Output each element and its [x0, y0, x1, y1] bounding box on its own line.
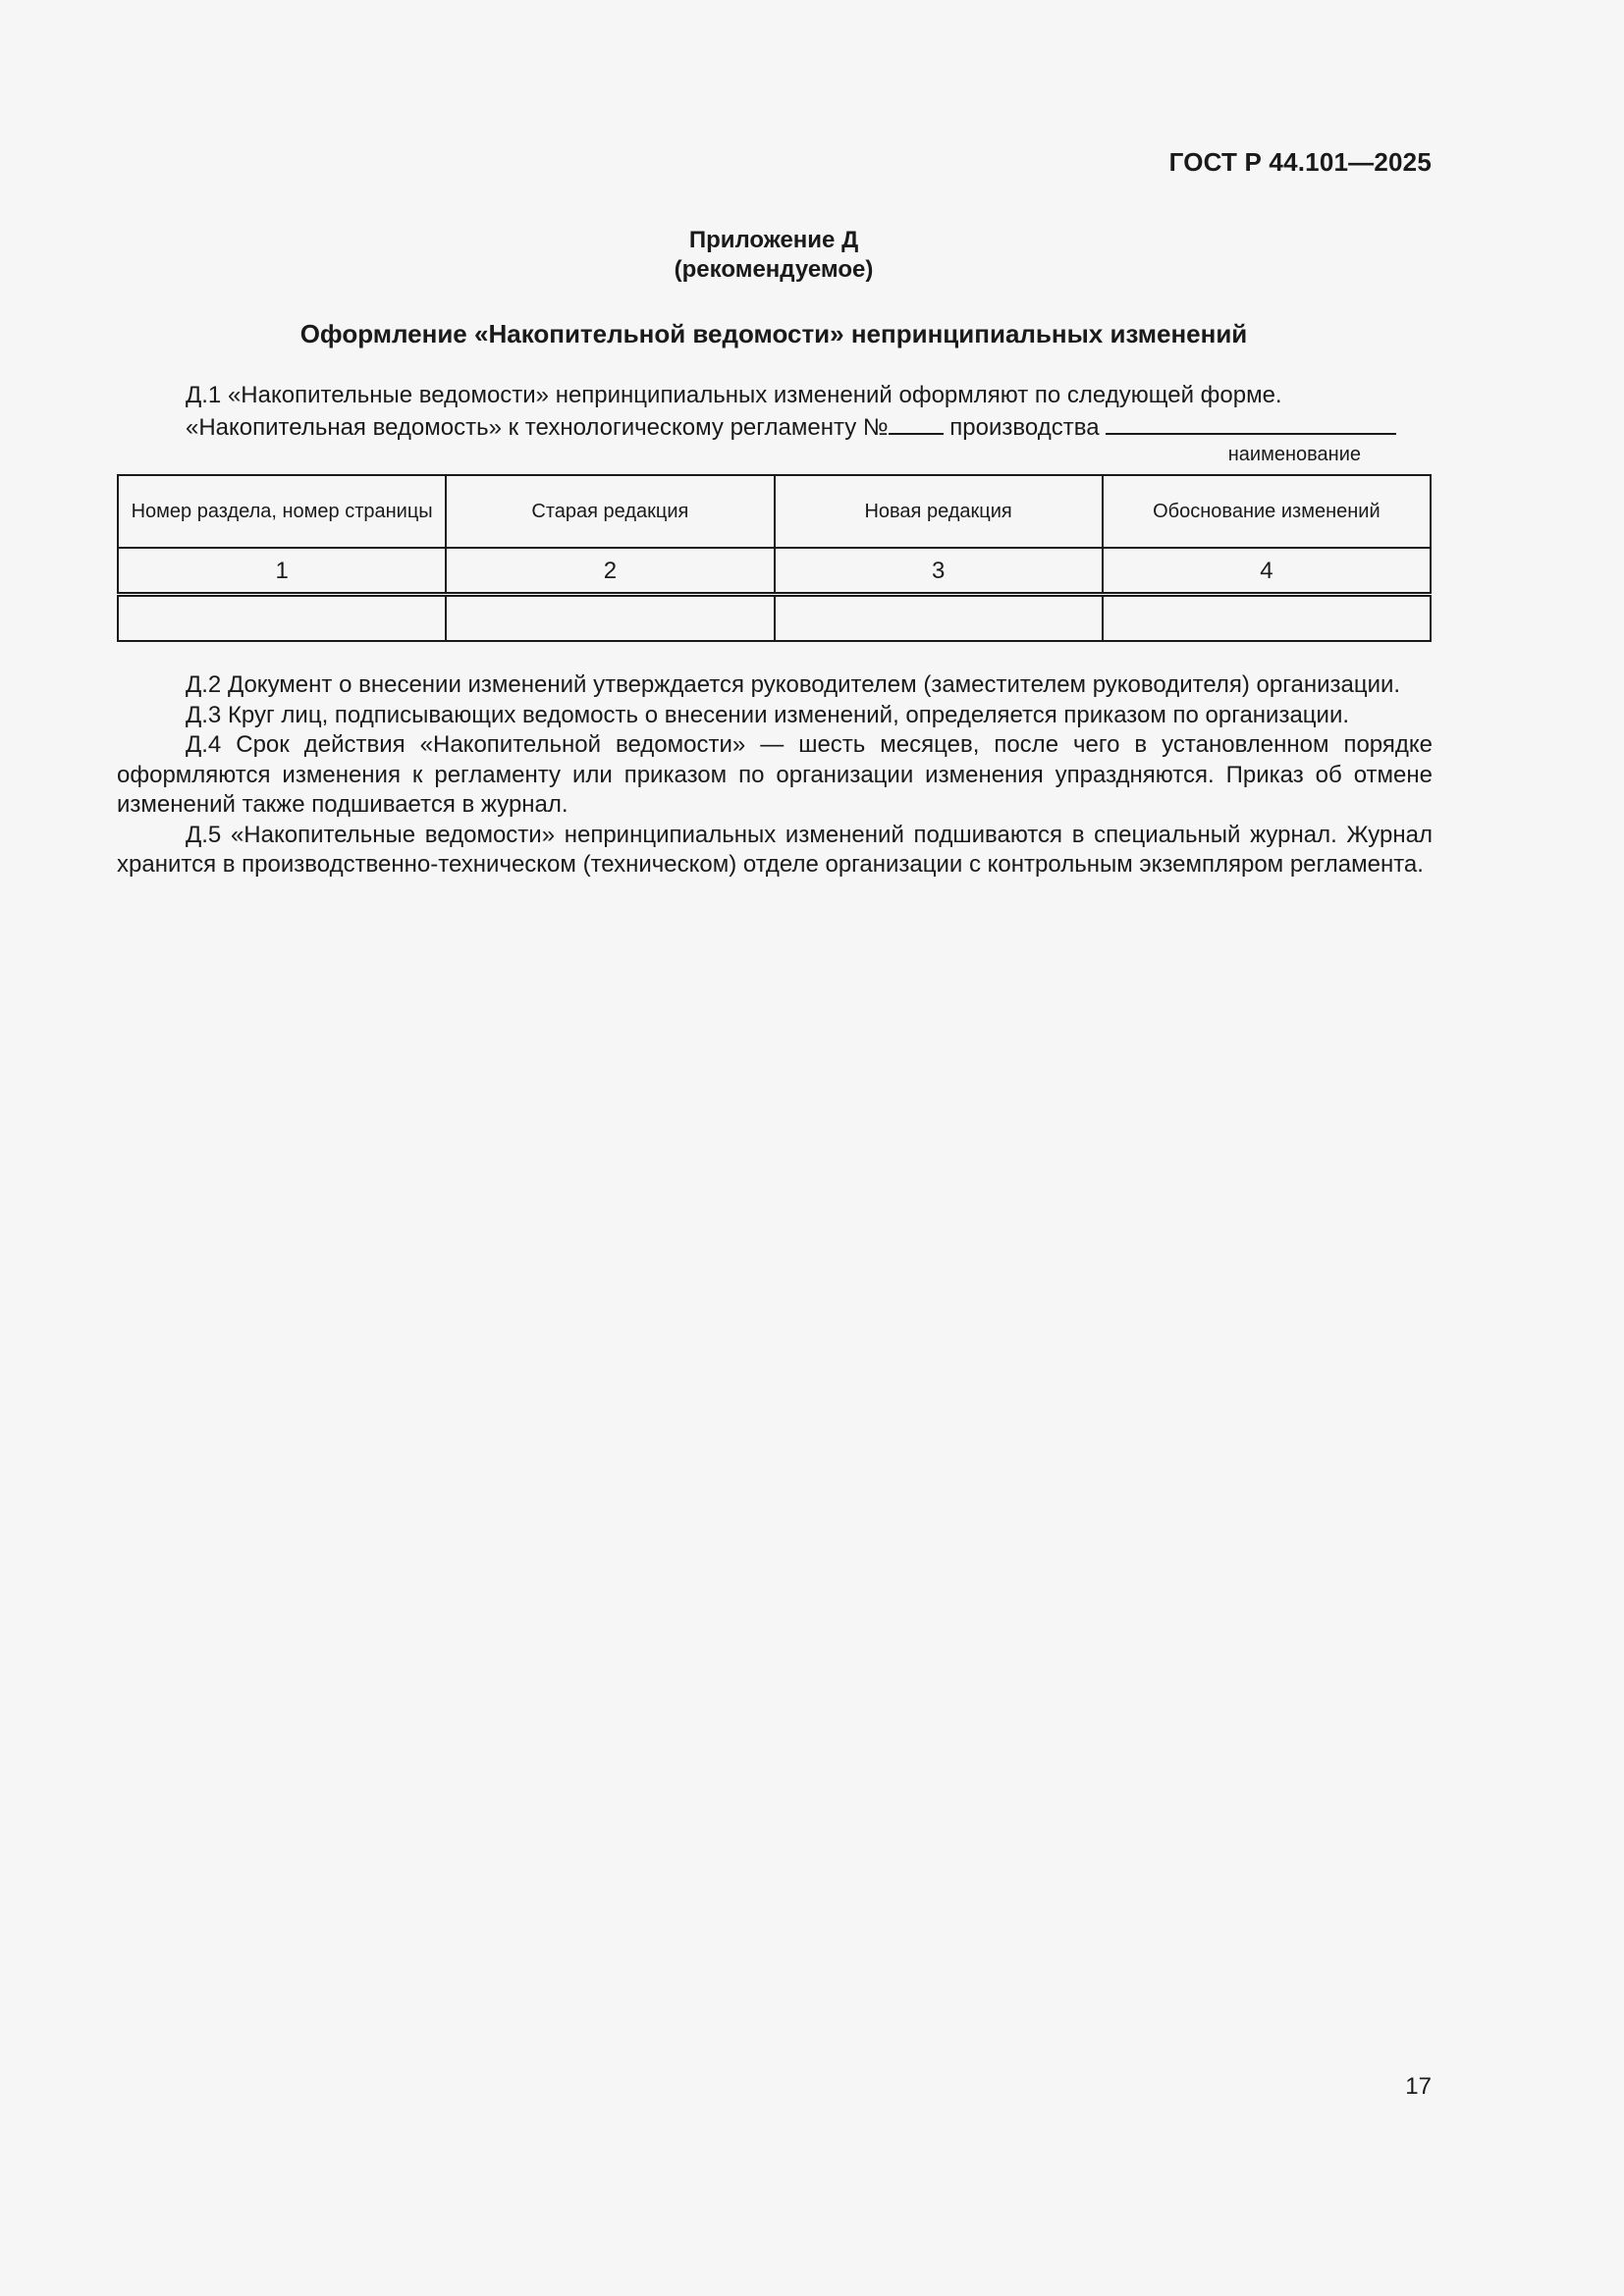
form-line-prefix: «Накопительная ведомость» к технологическому регламенту №	[186, 413, 889, 441]
appendix-heading	[0, 226, 1547, 285]
section-title: Оформление «Накопительной ведомости» непринципиальных изменений	[299, 319, 1248, 348]
form-line	[117, 411, 1433, 444]
table-header-cell: Номер раздела, номер страницы	[118, 475, 446, 548]
paragraph-d2: Д.2 Документ о внесении изменений утверждается руководителем (заместителем руководителя) организации.	[186, 671, 1401, 698]
blank-cell	[446, 595, 774, 642]
column-number-cell: 2	[446, 548, 774, 595]
blank-cell	[118, 595, 446, 642]
blank-caption: наименование	[1227, 444, 1361, 465]
form-table	[117, 474, 1432, 642]
column-number-cell: 1	[118, 548, 446, 595]
table-header-cell: Обоснование изменений	[1103, 475, 1431, 548]
table-header-cell: Старая редакция	[446, 475, 774, 548]
regulation-number-blank	[889, 411, 944, 435]
blank-cell	[775, 595, 1103, 642]
column-number-cell: 3	[775, 548, 1103, 595]
paragraph-d4: Д.4 Срок действия «Накопительной ведомости» — шесть месяцев, после чего в установленном порядке оформляются изменения к регламенту или приказом по организации изменения упраздняются. Приказ об отмене изменений также подшивается в журнал.	[117, 731, 1433, 818]
blank-cell	[1103, 595, 1431, 642]
table-header-row	[118, 475, 1431, 548]
appendix-title: Приложение Д	[688, 227, 859, 253]
production-name-blank	[1106, 411, 1396, 435]
column-number-cell: 4	[1103, 548, 1431, 595]
table-blank-row	[118, 595, 1431, 642]
body-text	[117, 670, 1433, 881]
document-code: ГОСТ Р 44.101—2025	[1168, 147, 1432, 177]
page-number: 17	[1405, 2073, 1432, 2100]
table-header-cell: Новая редакция	[775, 475, 1103, 548]
paragraph-d3: Д.3 Круг лиц, подписывающих ведомость о внесении изменений, определяется приказом по организации.	[186, 701, 1350, 728]
paragraph-d1: Д.1 «Накопительные ведомости» непринципиальных изменений оформляют по следующей форме.	[186, 382, 1282, 408]
form-intro	[117, 381, 1433, 443]
form-line-middle: производства	[943, 413, 1107, 441]
appendix-status: (рекомендуемое)	[674, 256, 874, 283]
table-number-row	[118, 548, 1431, 595]
paragraph-d5: Д.5 «Накопительные ведомости» непринципиальных изменений подшиваются в специальный журнал. Журнал хранится в производственно-техническом (техническом) отделе организации с контрольным экземпляром регламента.	[117, 821, 1433, 878]
